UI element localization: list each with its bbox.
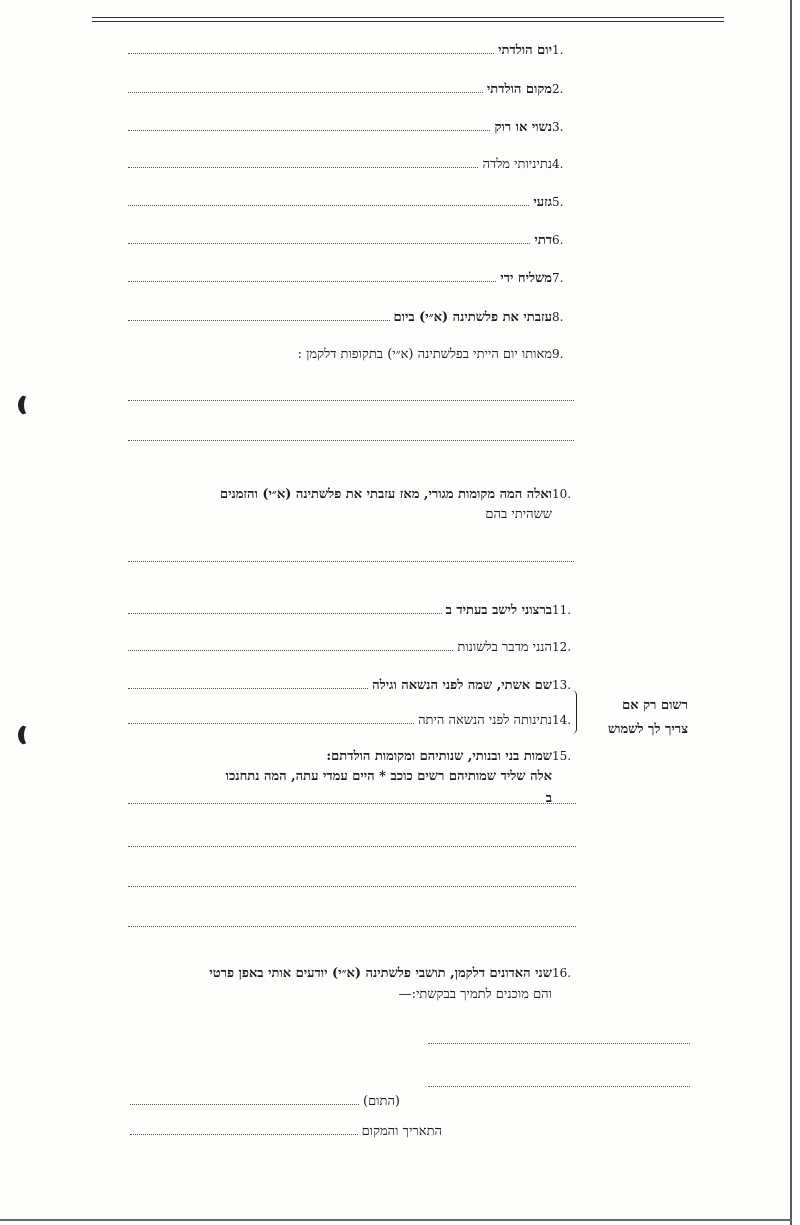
item-number: .5 [552,195,564,209]
item-number: .16 [552,966,572,980]
item-label: שם אשתי, שמה לפני הנשאה וגילה [372,678,552,693]
fill-line[interactable] [128,281,496,282]
item-label: נתיניותי מלדה [482,157,552,172]
item-number: .12 [552,640,572,654]
item-label: עזבתי את פלשתינה (א״י) ביום [393,310,552,325]
top-rule [92,17,724,22]
field-residences [128,486,578,502]
item-number: .14 [552,713,572,727]
date-place-label: התאריך והמקום [361,1124,442,1139]
fill-line[interactable] [128,688,368,689]
side-note [588,694,688,742]
reference-line[interactable] [428,1086,690,1087]
fill-line[interactable] [128,803,576,804]
field-occupation[interactable] [128,270,578,286]
item-number: .13 [552,678,572,692]
field-children [128,748,578,764]
item-number: .8 [552,310,564,324]
item-number: .11 [552,603,572,617]
field-race[interactable] [128,194,578,210]
field-signature[interactable] [130,1093,400,1109]
item-label: יום הולדתי [498,43,552,58]
fill-line[interactable] [128,613,442,614]
item-label-continued: אלה שליד שמותיהם רשים כוכב * היים עמדי עתה, המה נתחנכו [225,769,552,784]
field-birth-place[interactable] [128,81,578,97]
item-label: ואלה המה מקומות מגורי, מאז עזבתי את פלשתינה (א״י) והזמנים [219,487,552,502]
field-nationality-birth[interactable] [128,156,578,172]
brace-icon [572,690,577,734]
punch-hole-icon [18,394,38,416]
punch-hole-icon [18,724,38,746]
item-label-continued: ששהיתי בהם [485,507,552,522]
field-future-residence[interactable] [128,602,578,618]
field-periods-in-palestine [128,346,578,362]
item-label: מאותו יום הייתי בפלשתינה (א״י) בתקופות דלקמן : [297,347,552,362]
fill-line[interactable] [128,92,483,93]
item-label-continued: ב [545,791,552,806]
fill-line[interactable] [128,440,574,441]
fill-line[interactable] [130,1134,358,1135]
item-label-continued: והם מוכנים לתמיך בבקשתי:— [398,987,552,1002]
item-number: .7 [552,271,564,285]
field-wife-name[interactable] [128,677,578,693]
item-number: .4 [552,157,564,171]
item-label: נתינותה לפני הנשאה היתה [418,713,552,728]
item-number: .15 [552,749,572,763]
fill-line[interactable] [128,561,574,562]
field-references [128,965,578,981]
item-label: ברצוני לישב בעתיד ב [445,603,552,618]
item-number: .6 [552,233,564,247]
fill-line[interactable] [128,400,574,401]
item-label: הנני מדבר בלשונות [457,640,552,655]
fill-line[interactable] [128,53,494,54]
fill-line[interactable] [128,130,490,131]
item-label: נשוי או רוק [494,120,552,135]
field-left-palestine-date[interactable] [128,309,578,325]
fill-line[interactable] [128,926,576,927]
fill-line[interactable] [128,846,576,847]
item-label: מקום הולדתי [486,82,552,97]
field-birth-date[interactable] [128,42,578,58]
fill-line[interactable] [130,1104,359,1105]
item-label: שמות בני ובנותי, שנותיהם ומקומות הולדתם: [326,749,552,764]
item-label: משליח ידי [500,271,552,286]
field-marital-status[interactable] [128,119,578,135]
side-note-line: צריך לך לשמוש [607,722,688,737]
fill-line[interactable] [128,723,414,724]
item-label: דתי [534,233,552,248]
field-languages[interactable] [128,639,578,655]
page-edge-bottom [0,1219,792,1221]
item-label: שני האדונים דלקמן, תושבי פלשתינה (א״י) יודעים אותי באפן פרטי [209,966,552,981]
fill-line[interactable] [128,167,478,168]
fill-line[interactable] [128,205,529,206]
item-number: .9 [552,347,564,361]
field-religion[interactable] [128,232,578,248]
item-number: .2 [552,82,564,96]
fill-line[interactable] [128,886,576,887]
item-number: .3 [552,120,564,134]
page-edge-right [790,0,792,1225]
side-note-line: רשום רק אם [622,698,688,713]
fill-line[interactable] [128,243,530,244]
item-number: .10 [552,487,572,501]
fill-line[interactable] [128,650,453,651]
reference-line[interactable] [428,1043,690,1044]
field-wife-nationality[interactable] [128,712,578,728]
signature-label: (התום) [363,1094,400,1109]
item-number: .1 [552,43,564,57]
item-label: גזעי [533,195,552,210]
fill-line[interactable] [128,320,390,321]
field-date-place[interactable] [130,1123,442,1139]
